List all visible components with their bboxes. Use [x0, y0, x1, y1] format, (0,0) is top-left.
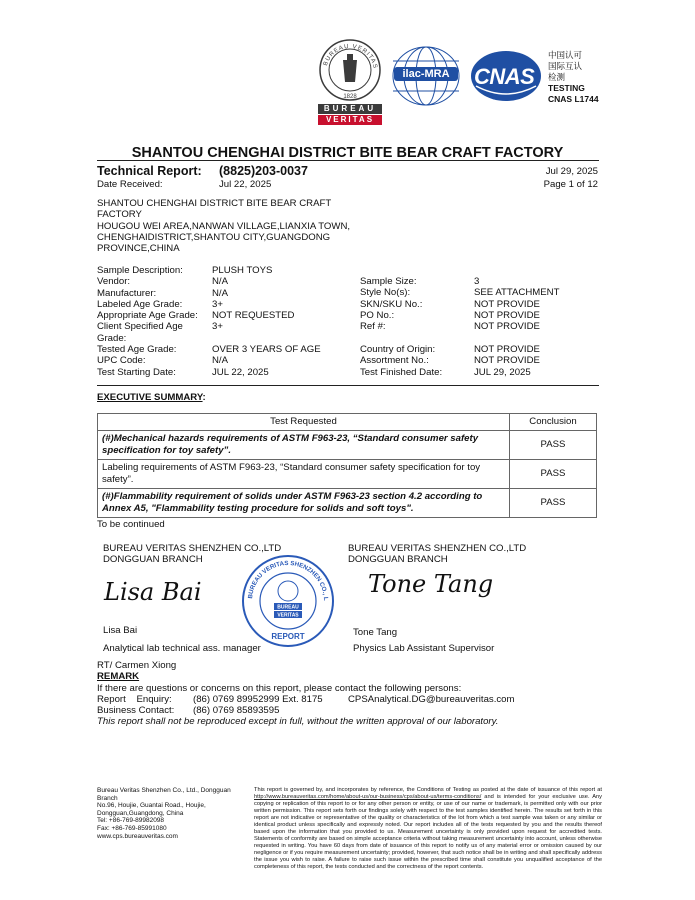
client-address	[97, 198, 350, 254]
sample-value: NOT PROVIDE	[474, 344, 540, 355]
conclusion-cell: PASS	[510, 489, 597, 518]
sample-label: PO No.:	[360, 309, 395, 321]
sample-value: NOT PROVIDE	[474, 309, 540, 321]
stamp-seal-icon	[240, 553, 336, 649]
executive-summary-colon: :	[202, 392, 206, 403]
sample-info-right-labels-bottom	[360, 344, 442, 378]
enquiry-phone: (86) 0769 89952999 Ext. 8175	[193, 694, 323, 705]
footer-website[interactable]: www.cps.bureauveritas.com	[97, 832, 178, 840]
sample-label: Appropriate Age Grade:	[97, 310, 198, 322]
sample-label: Client Specified Age	[97, 321, 183, 333]
svg-text:VERITAS: VERITAS	[277, 612, 299, 619]
conclusion-cell: PASS	[510, 431, 597, 460]
sample-value: NOT PROVIDE	[474, 355, 540, 367]
business-contact-phone: (86) 0769 85893595	[193, 705, 280, 716]
company-stamp	[240, 553, 336, 649]
sample-info-right-values-top	[474, 276, 559, 332]
address-line: SHANTOU CHENGHAI DISTRICT BITE BEAR CRAFT	[97, 198, 332, 209]
remark-intro: If there are questions or concerns on this report, please contact the following persons:	[97, 683, 462, 694]
svg-text:REPORT: REPORT	[271, 632, 305, 641]
sample-label: UPC Code:	[97, 355, 146, 367]
sample-label: Tested Age Grade:	[97, 344, 177, 356]
conclusion-cell: PASS	[510, 460, 597, 489]
svg-text:1828: 1828	[343, 94, 357, 100]
sample-info-left-labels	[97, 265, 198, 378]
sample-value: 3	[474, 276, 480, 287]
right-signer-title: Physics Lab Assistant Supervisor	[353, 643, 495, 654]
technical-report-label: Technical Report:	[97, 164, 202, 178]
sample-label: Style No(s):	[360, 287, 411, 299]
right-org-line1: BUREAU VERITAS SHENZHEN CO.,LTD	[348, 543, 527, 554]
summary-table	[97, 413, 597, 518]
footer-legal-text	[254, 787, 602, 871]
sample-value: JUL 22, 2025	[212, 366, 269, 378]
sample-value: NOT PROVIDE	[474, 321, 540, 333]
col-test-requested: Test Requested	[98, 414, 510, 431]
ilac-mra-logo	[390, 45, 462, 107]
sample-label: Country of Origin:	[360, 344, 436, 355]
enquiry-label: Report Enquiry:	[97, 694, 172, 705]
sample-info-right-labels-top	[360, 276, 422, 332]
cn-line-4: TESTING	[548, 83, 585, 93]
legal-text-pre: This report is governed by, and incorporates by reference, the Conditions of Testing as posted at the date of issuance of this report at	[254, 787, 602, 793]
sample-value: OVER 3 YEARS OF AGE	[212, 344, 321, 356]
footer-address-line: Fax: +86-769-85991080	[97, 824, 167, 832]
executive-summary-heading	[97, 392, 206, 403]
sample-label: SKN/SKU No.:	[360, 298, 423, 310]
sample-value: SEE ATTACHMENT	[474, 287, 560, 299]
executive-summary-title: EXECUTIVE SUMMARY	[97, 392, 203, 403]
test-cell	[98, 431, 510, 460]
technical-report-number: (8825)203-0037	[219, 164, 308, 178]
sample-info-right-values-bottom	[474, 344, 540, 378]
sample-value: N/A	[212, 276, 228, 288]
address-line: PROVINCE,CHINA	[97, 243, 180, 255]
cn-line-3: 检测	[548, 72, 566, 82]
summary-header-row	[98, 414, 597, 431]
right-signer-org	[348, 543, 526, 566]
sample-value: PLUSH TOYS	[212, 265, 273, 276]
table-row	[98, 460, 597, 489]
table-row	[98, 489, 597, 518]
left-signer-title: Analytical lab technical ass. manager	[103, 643, 261, 654]
page-title: SHANTOU CHENGHAI DISTRICT BITE BEAR CRAFT FACTORY	[131, 145, 564, 161]
footer-address-line: Branch	[97, 794, 118, 802]
test-cell	[98, 489, 510, 518]
sample-value: N/A	[212, 287, 228, 299]
test-line: (#)Mechanical hazards requirements of ASTM F963-23, “Standard consumer safety	[102, 433, 479, 444]
bv-bar-bureau: BUREAU	[318, 104, 382, 114]
sample-value: JUL 29, 2025	[474, 366, 531, 378]
table-row	[98, 431, 597, 460]
sample-label: Vendor:	[97, 276, 131, 288]
enquiry-email[interactable]: CPSAnalytical.DG@bureauveritas.com	[348, 694, 515, 705]
cnas-text: CNAS	[474, 64, 535, 89]
address-line: CHENGHAIDISTRICT,SHANTOU CITY,GUANGDONG	[97, 231, 331, 243]
sample-label: Test Starting Date:	[97, 366, 176, 378]
cnas-logo	[470, 50, 542, 102]
right-signer-name: Tone Tang	[353, 627, 398, 638]
left-signature-script: Lisa Bai	[104, 578, 202, 606]
cnas-accreditation-text	[548, 50, 599, 105]
left-org-line2: DONGGUAN BRANCH	[103, 554, 203, 566]
title-rule	[97, 160, 599, 161]
sample-value: NOT REQUESTED	[212, 310, 295, 322]
right-signature	[368, 570, 493, 598]
rt-line: RT/ Carmen Xiong	[97, 660, 177, 671]
cn-line-5: CNAS L1744	[548, 94, 599, 104]
sample-label: Sample Description:	[97, 265, 183, 276]
sample-value: 3+	[212, 321, 223, 333]
cn-line-2: 国际互认	[548, 61, 583, 71]
bureau-veritas-seal-icon	[318, 38, 382, 104]
bureau-veritas-logo	[318, 38, 382, 126]
address-line: HOUGOU WEI AREA,NANWAN VILLAGE,LIANXIA TOWN,	[97, 220, 351, 232]
test-line: specification for toy safety”.	[102, 445, 232, 456]
test-line: Annex A5, "Flammability testing procedure for solids and soft toys".	[102, 503, 414, 514]
sample-label: Assortment No.:	[360, 355, 429, 367]
sample-value: NOT PROVIDE	[474, 298, 540, 310]
sample-value-empty	[212, 333, 321, 344]
svg-text:BUREAU VERITAS SHENZHEN CO., L: BUREAU VERITAS SHENZHEN CO., L	[247, 559, 330, 601]
address-line: FACTORY	[97, 209, 142, 221]
col-conclusion: Conclusion	[510, 414, 597, 431]
right-org-line2: DONGGUAN BRANCH	[348, 554, 448, 566]
ilac-mra-text: ilac-MRA	[394, 67, 458, 81]
sample-value: 3+	[212, 298, 223, 310]
sample-label: Sample Size:	[360, 276, 417, 287]
sample-value: N/A	[212, 355, 228, 367]
date-received-value: Jul 22, 2025	[219, 179, 272, 190]
svg-text:BUREAU VERITAS: BUREAU VERITAS	[322, 43, 378, 70]
terms-link[interactable]: http://www.bureauveritas.com/home/about-us/our-business/cps/about-us/terms-conditions/	[254, 794, 482, 800]
sample-label: Ref #:	[360, 321, 386, 333]
svg-text:BUREAU: BUREAU	[277, 604, 299, 611]
sample-label: Manufacturer:	[97, 287, 157, 299]
test-line: Labeling requirements of ASTM F963-23, “Standard consumer safety specification for toy	[102, 462, 481, 473]
sample-rule	[97, 385, 599, 386]
sample-label: Grade:	[97, 332, 127, 344]
footer-address-line: Bureau Veritas Shenzhen Co., Ltd., Dongguan	[97, 787, 231, 794]
reproduction-note: This report shall not be reproduced except in full, without the written approval of our laboratory.	[97, 716, 499, 727]
sample-label: Labeled Age Grade:	[97, 298, 183, 310]
footer-address-line: No.96, Houjie, Guantai Road., Houjie,	[97, 802, 206, 810]
left-signer-name: Lisa Bai	[103, 625, 138, 636]
left-signature	[104, 578, 202, 606]
business-contact-label: Business Contact:	[97, 705, 175, 716]
left-org-line1: BUREAU VERITAS SHENZHEN CO.,LTD	[103, 543, 282, 554]
remark-heading: REMARK	[97, 671, 140, 682]
date-received-label: Date Received:	[97, 179, 163, 190]
cn-line-1: 中国认可	[548, 50, 583, 60]
footer-address	[97, 787, 231, 840]
report-date: Jul 29, 2025	[545, 166, 598, 177]
bv-bar-veritas: VERITAS	[318, 115, 382, 125]
right-signature-script: Tone Tang	[368, 570, 494, 598]
sample-label: Test Finished Date:	[360, 366, 443, 378]
test-line: (#)Flammability requirement of solids under ASTM F963-23 section 4.2 according to	[102, 491, 483, 502]
footer-address-line: Tel: +86-769-89982098	[97, 817, 165, 825]
footer-address-line: Dongguan,Guangdong, China	[97, 809, 184, 817]
page-number: Page 1 of 12	[543, 179, 598, 190]
sample-info-left-values	[212, 265, 321, 378]
legal-text-post: and is intended for your exclusive use. Any copying or replication of this report to or for any other person or entity, or use of our name or trademark, is permitted only with our prior written permission. This report sets forth our findings solely with respect to the test samples identified herein. The results set forth in this report are not indicative or representative of the quality or characteristics of the lot from which a test sample was taken or any similar or identical product unless specifically and expressly noted. Our report includes all of the tests requested by you and the results thereof based upon the information that you provided to us. Measurement uncertainty is only provided upon request for accredited tests. Statements of conformity are based on simple acceptance criteria without taking measurement uncertainty into account, unless otherwise requested in writing. You have 60 days from date of issuance of this report to notify us of any material error or omission caused by our negligence or if you require measurement uncertainty; provided, however, that such notice shall be in writing and shall specifically address the issue you wish to raise. A failure to raise such issue within the prescribed time shall constitute you unqualified acceptance of the completeness of this report, the tests conducted and the correctness of the report contents.	[254, 794, 602, 870]
test-line: safety”.	[102, 474, 134, 485]
test-cell	[98, 460, 510, 489]
to-be-continued: To be continued	[97, 519, 165, 530]
